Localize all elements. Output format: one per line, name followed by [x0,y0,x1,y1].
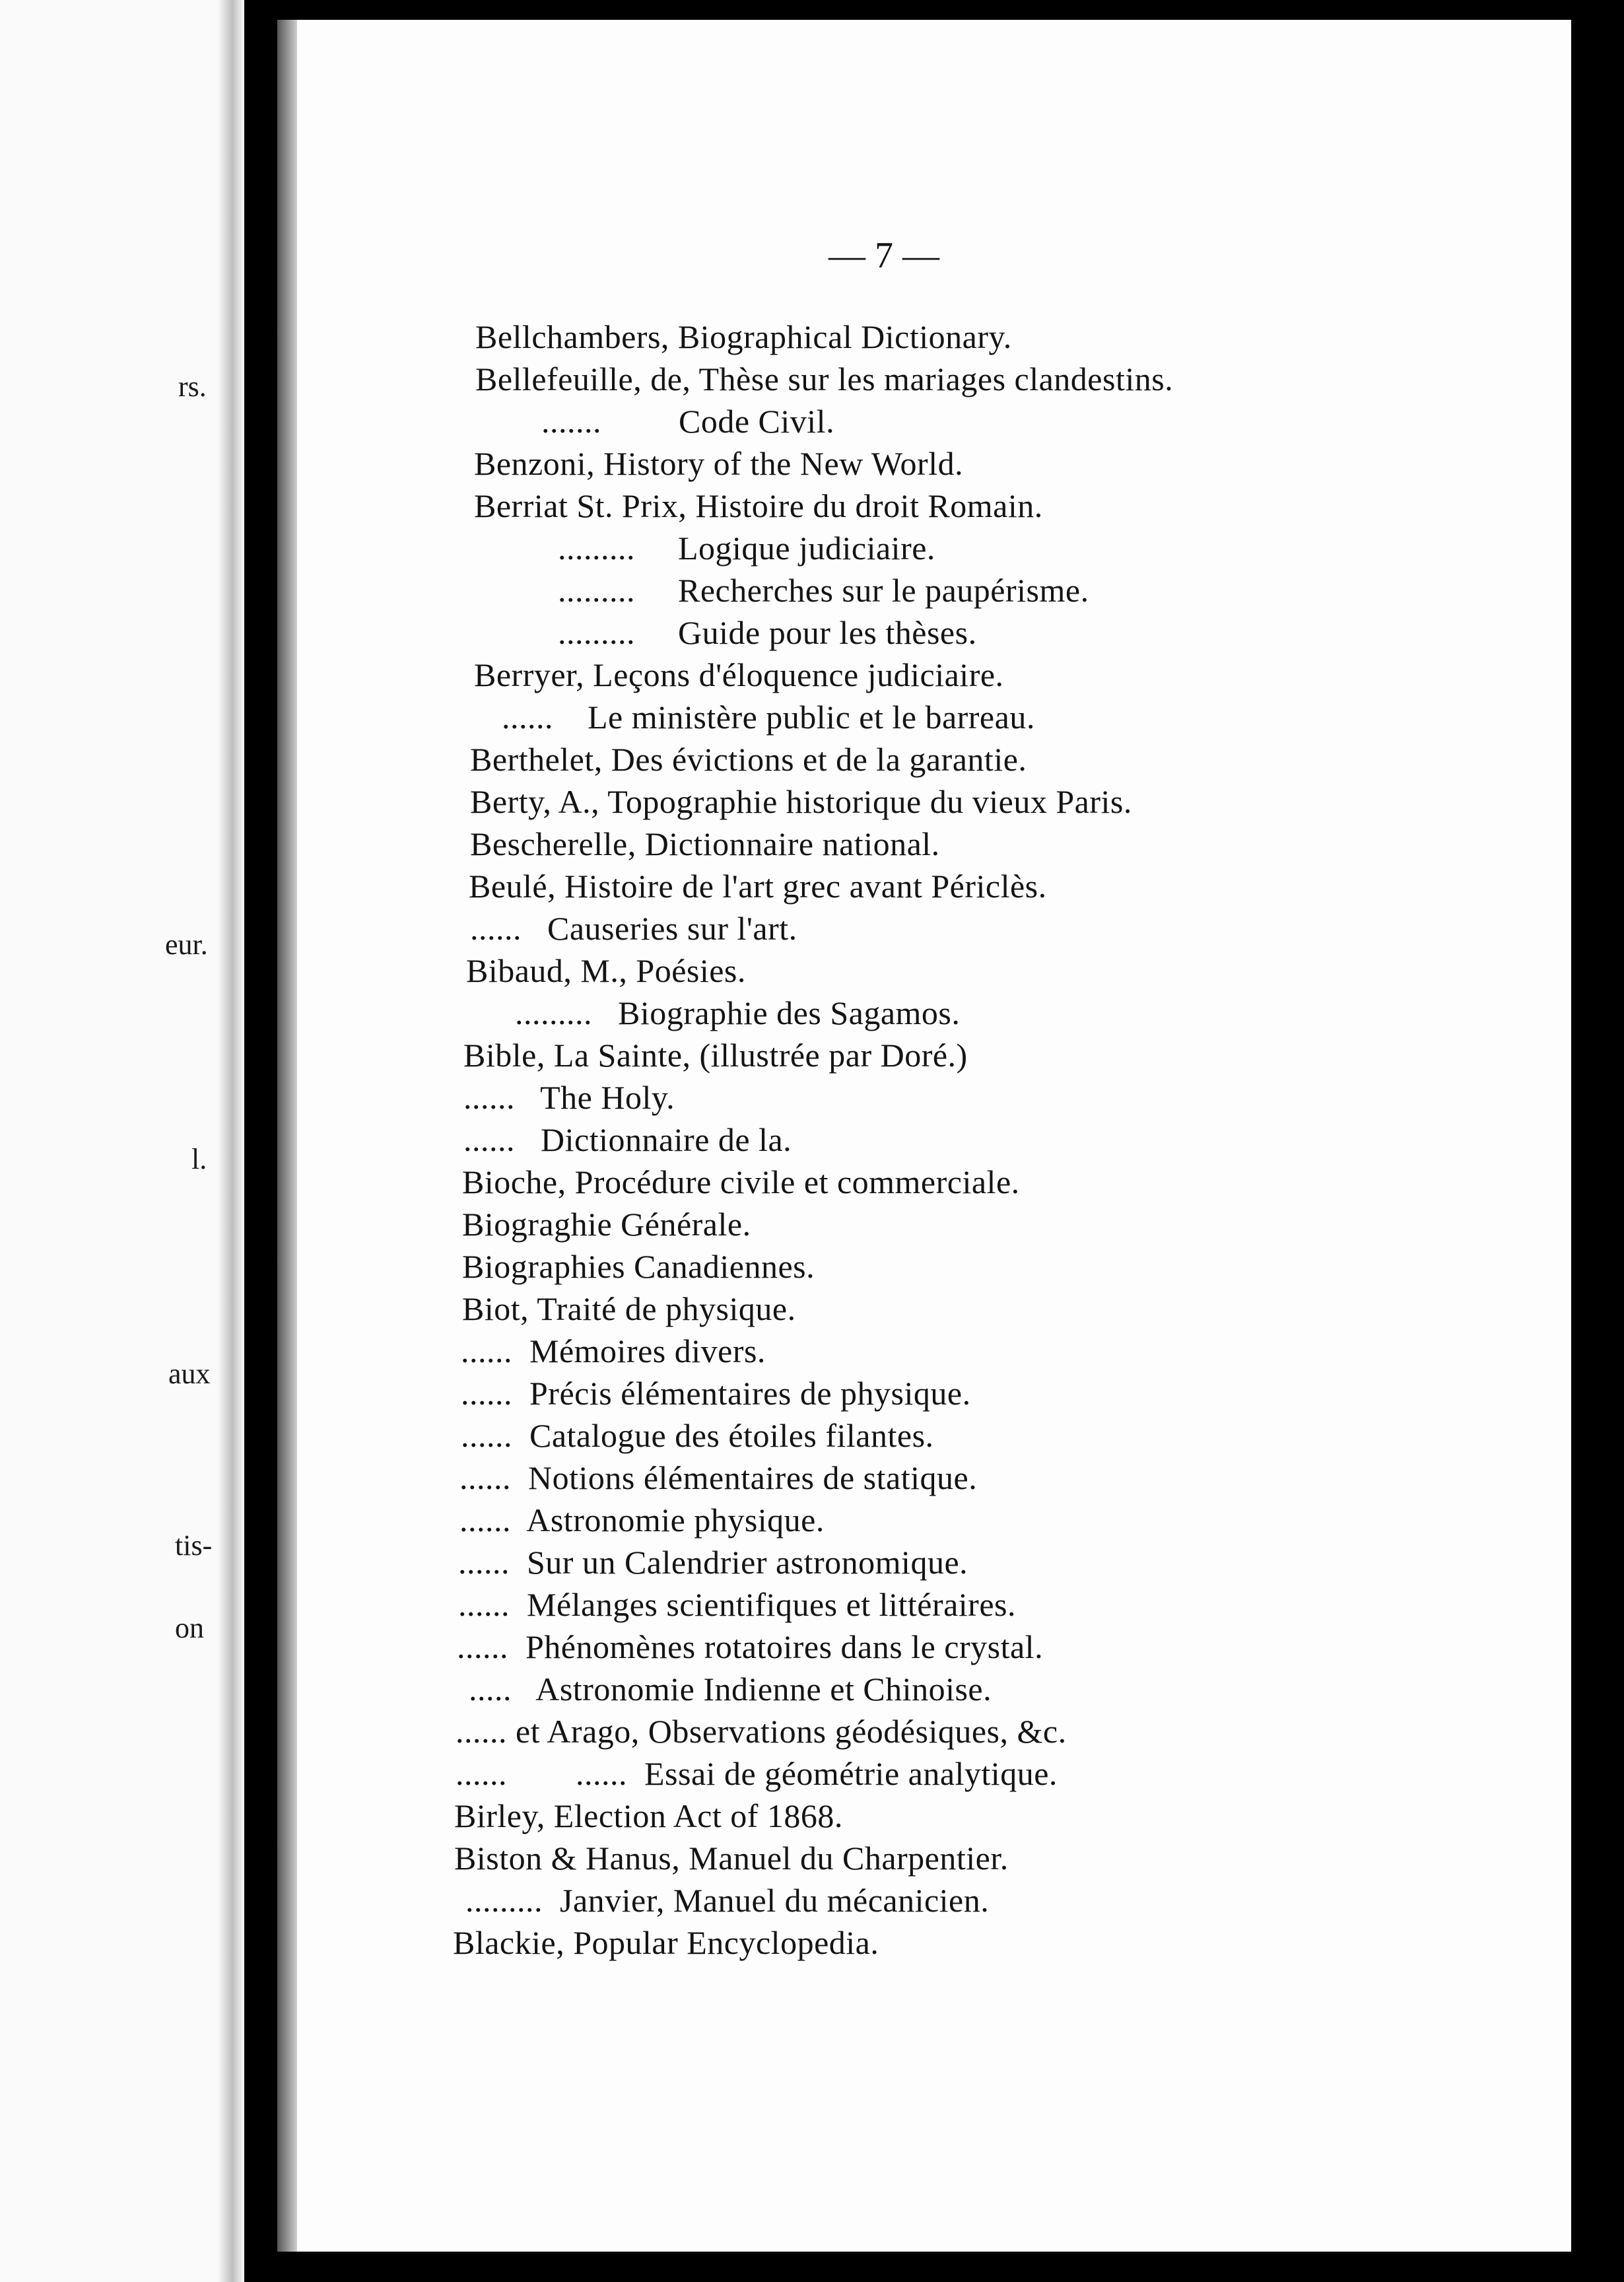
catalog-entry: ...... Notions élémentaires de statique. [459,1459,978,1496]
catalog-entry: ....... Code Civil. [541,403,835,440]
catalog-entry: ...... Le ministère public et le barreau. [502,699,1035,736]
catalog-entry: ...... Causeries sur l'art. [470,910,797,947]
catalog-entry: Bescherelle, Dictionnaire national. [470,825,940,862]
page-number: — 7 — [829,235,939,276]
catalog-entry: Blackie, Popular Encyclopedia. [453,1924,879,1961]
left-fragment: tis- [175,1529,213,1562]
catalog-entry: ...... ...... Essai de géométrie analytique. [456,1755,1058,1792]
catalog-entry: ...... Mémoires divers. [461,1332,766,1369]
catalog-entry: Bellchambers, Biographical Dictionary. [475,318,1012,355]
left-fragment: rs. [178,370,207,403]
catalog-entry: Beulé, Histoire de l'art grec avant Périclès. [469,868,1047,905]
catalog-entry: ..... Astronomie Indienne et Chinoise. [469,1671,992,1708]
catalog-entry: Biograghie Générale. [462,1206,751,1243]
catalog-entry: Berthelet, Des évictions et de la garantie. [470,741,1027,778]
left-fragment: l. [191,1143,207,1175]
catalog-entry: Bibaud, M., Poésies. [466,952,746,989]
catalog-entry: Berriat St. Prix, Histoire du droit Romain. [474,487,1043,524]
catalog-entry: ...... Précis élémentaires de physique. [461,1375,971,1412]
catalog-entry: ...... Sur un Calendrier astronomique. [458,1544,968,1581]
catalog-entry: Benzoni, History of the New World. [474,445,964,482]
catalog-entry: ......... Recherches sur le paupérisme. [558,572,1089,609]
catalog-entry: Biot, Traité de physique. [462,1290,796,1327]
catalog-entry: ...... Dictionnaire de la. [463,1121,792,1158]
catalog-entry: ...... et Arago, Observations géodésiques, &c. [456,1713,1067,1750]
catalog-entry: Bible, La Sainte, (illustrée par Doré.) [463,1037,968,1074]
left-fragment: aux [168,1358,211,1390]
catalog-entry: Berty, A., Topographie historique du vieux Paris. [470,783,1132,820]
left-fragment: on [175,1612,204,1644]
catalog-entry: Bellefeuille, de, Thèse sur les mariages clandestins. [475,361,1174,398]
catalog-entry: Biston & Hanus, Manuel du Charpentier. [454,1840,1009,1877]
catalog-entry: Bioche, Procédure civile et commerciale. [462,1163,1020,1200]
left-fragment: eur. [165,928,208,961]
catalog-entry: ...... Catalogue des étoiles filantes. [461,1417,934,1454]
catalog-entry: Berryer, Leçons d'éloquence judiciaire. [474,656,1004,693]
catalog-entry: ......... Biographie des Sagamos. [515,994,961,1031]
catalog-entry: ......... Logique judiciaire. [558,530,935,567]
catalog-entry: Biographies Canadiennes. [462,1248,815,1285]
catalog-entry: ...... Phénomènes rotatoires dans le crystal. [457,1628,1044,1665]
catalog-entry: ......... Guide pour les thèses. [558,614,977,651]
catalog-entry: ...... The Holy. [463,1079,675,1116]
catalog-entry: Birley, Election Act of 1868. [454,1797,843,1834]
catalog-entry: ......... Janvier, Manuel du mécanicien. [465,1882,990,1919]
catalog-entry: ...... Mélanges scientifiques et littéraires. [458,1586,1016,1623]
catalog-entry: ...... Astronomie physique. [459,1502,825,1539]
